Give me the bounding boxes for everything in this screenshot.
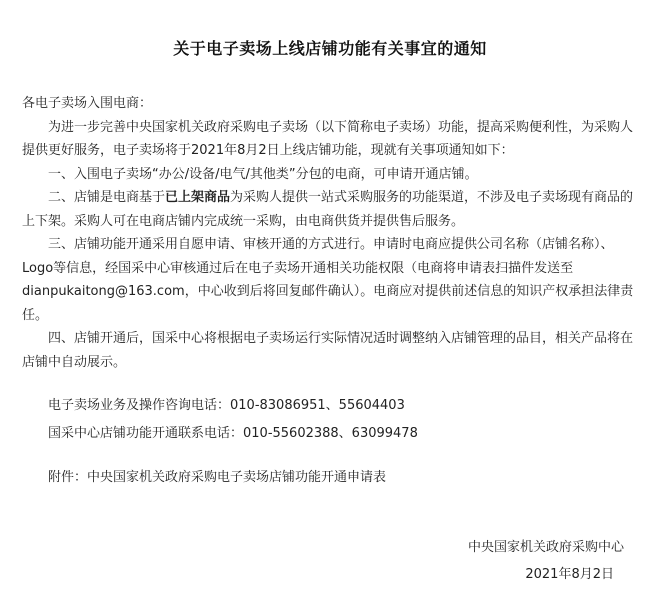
item-2-text-post: 为采购人提供一站式采购服务的功能渠道，不涉及电子卖场现有商品的上下架。采购人可在电商店铺内完成统一采购，由电商供货并提供售后服务。 bbox=[22, 190, 634, 229]
contact-line-1: 电子卖场业务及操作咨询电话：010-83086951、55604403 bbox=[48, 398, 405, 413]
attachment-line: 附件：中央国家机关政府采购电子卖场店铺功能开通申请表 bbox=[48, 470, 387, 485]
item-2-paragraph bbox=[22, 186, 642, 233]
issue-date: 2021年8月2日 bbox=[525, 567, 614, 582]
item-1-paragraph: 一、入围电子卖场“办公/设备/电气/其他类”分包的电商，可申请开通店铺。 bbox=[48, 166, 478, 182]
issuer-name: 中央国家机关政府采购中心 bbox=[467, 540, 624, 555]
notice-body bbox=[22, 92, 642, 490]
item-2-text-bold: 已上架商品 bbox=[165, 190, 231, 205]
item-3-paragraph: 三、店铺功能开通采用自愿申请、审核开通的方式进行。申请时电商应提供公司名称（店铺名称）、Logo等信息，经国采中心审核通过后在电子卖场开通相关功能权限（电商将申请表扫描件发送至dianpukaitong@163.com，中心收到后将回复邮件确认）。电商应对提供前述信息的知识产权承担法律责任。 bbox=[22, 237, 634, 323]
spacer bbox=[22, 374, 642, 392]
spacer bbox=[22, 448, 642, 466]
item-2-text-pre: 二、店铺是电商基于 bbox=[48, 190, 166, 205]
item-4-paragraph: 四、店铺开通后，国采中心将根据电子卖场运行实际情况适时调整纳入店铺管理的品目，相关产品将在店铺中自动展示。 bbox=[22, 331, 634, 370]
intro-paragraph: 为进一步完善中央国家机关政府采购电子卖场（以下简称电子卖场）功能，提高采购便利性，为采购人提供更好服务，电子卖场将于2021年8月2日上线店铺功能，现就有关事项通知如下： bbox=[22, 119, 634, 158]
contact-line-2: 国采中心店铺功能开通联系电话：010-55602388、63099478 bbox=[48, 426, 418, 441]
salutation: 各电子卖场入围电商： bbox=[22, 96, 153, 111]
notice-title: 关于电子卖场上线店铺功能有关事宜的通知 bbox=[173, 39, 487, 58]
